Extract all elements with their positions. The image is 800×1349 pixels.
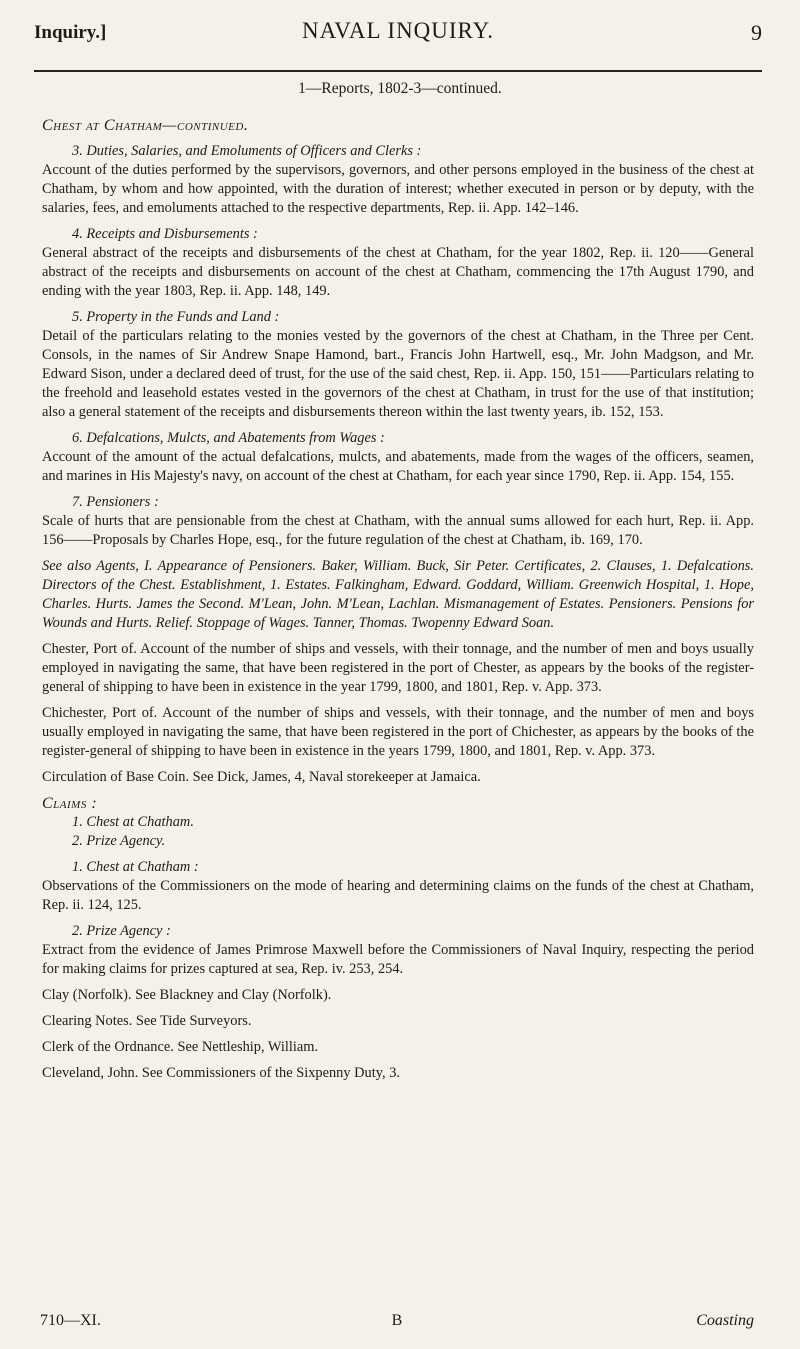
item-heading: 6. Defalcations, Mulcts, and Abatements from Wages : xyxy=(72,430,385,446)
item-heading: 3. Duties, Salaries, and Emoluments of Officers and Clerks : xyxy=(72,143,422,159)
running-head-title: NAVAL INQUIRY. xyxy=(301,18,495,43)
entry-clerk-ordnance: Clerk of the Ordnance. See Nettleship, William. xyxy=(42,1039,319,1055)
claims-sub-text: Extract from the evidence of James Primrose Maxwell before the Commissioners of Naval Inquiry, respecting the period for making claims for prizes captured at sea, Rep. iv. 253, 254. xyxy=(42,942,754,977)
claims-sub-heading: 1. Chest at Chatham : xyxy=(72,859,199,875)
claims-heading: Claims : xyxy=(42,795,98,812)
item-6 xyxy=(42,429,754,486)
item-text: Detail of the particulars relating to the monies vested by the governors of the chest at Chatham, in the Three per Cent. Consols, in the names of Sir Andrew Snape Hamond, bart., Francis John Hartwell, esq., Mr. John Madgson, and Mr. Edward Sison, under a declared deed of trust, for the use of the said chest, Rep. ii. App. 150, 151——Particulars relating to the freehold and leasehold estates vested in the governors of the chest at Chatham, in trust for the use of that institution; also a general statement of the receipts and disbursements thereon within the last twenty years, ib. 152, 153. xyxy=(42,328,754,420)
entry-clearing-notes: Clearing Notes. See Tide Surveyors. xyxy=(42,1013,252,1029)
entry-chester: Chester, Port of. Account of the number of ships and vessels, with their tonnage, and the number of men and boys usually employed in navigating the same, that have been registered in the port of Chester, as appears by the books of the register-general of shipping to have been in existence in the year 1799, 1800, and 1801, Rep. v. App. 373. xyxy=(42,641,754,695)
item-4 xyxy=(42,225,754,301)
catchword: Coasting xyxy=(696,1312,754,1329)
footer-signature-letter: B xyxy=(391,1312,403,1329)
entry-chichester: Chichester, Port of. Account of the number of ships and vessels, with their tonnage, and the number of men and boys usually employed in navigating the same, that have been registered in the port of Chichester, as appears by the books of the register-general of shipping to have been in existence in the years 1799, 1800, and 1801, Rep. v. App. 373. xyxy=(42,705,754,759)
section-heading: Chest at Chatham—continued. xyxy=(42,117,249,134)
entry-clay: Clay (Norfolk). See Blackney and Clay (Norfolk). xyxy=(42,987,332,1003)
item-heading: 4. Receipts and Disbursements : xyxy=(72,226,258,242)
page-number: 9 xyxy=(751,20,762,45)
section-subtitle: 1—Reports, 1802-3—continued. xyxy=(298,80,502,97)
claims-list-item: 2. Prize Agency. xyxy=(72,833,166,849)
claims-sub-text: Observations of the Commissioners on the mode of hearing and determining claims on the funds of the chest at Chatham, Rep. ii. 124, 125. xyxy=(42,878,754,913)
entry-circulation: Circulation of Base Coin. See Dick, James, 4, Naval storekeeper at Jamaica. xyxy=(42,769,481,785)
footer-signature: 710—XI. xyxy=(40,1312,101,1329)
item-5 xyxy=(42,308,754,422)
index-body xyxy=(42,116,754,1083)
item-text: Scale of hurts that are pensionable from the chest at Chatham, with the annual sums allowed for each hurt, Rep. ii. App. 156——Proposals by Charles Hope, esq., for the future regulation of the chest at Chatham, ib. 169, 170. xyxy=(42,513,754,548)
header-rule xyxy=(34,70,762,72)
entry-cleveland: Cleveland, John. See Commissioners of the Sixpenny Duty, 3. xyxy=(42,1065,401,1081)
item-7 xyxy=(42,493,754,550)
item-text: General abstract of the receipts and disbursements of the chest at Chatham, for the year 1802, Rep. ii. 120——General abstract of the receipts and disbursements on account of the chest at Chatham, commencing the 17th August 1790, and ending with the year 1803, Rep. ii. App. 148, 149. xyxy=(42,245,754,299)
claims-sub-heading: 2. Prize Agency : xyxy=(72,923,171,939)
item-text: Account of the amount of the actual defalcations, mulcts, and abatements, made from the wages of the officers, seamen, and marines in His Majesty's navy, on account of the chest at Chatham, for each year since 1790, Rep. ii. App. 154, 155. xyxy=(42,449,754,484)
claims-list-item: 1. Chest at Chatham. xyxy=(72,814,194,830)
item-heading: 7. Pensioners : xyxy=(72,494,159,510)
item-text: Account of the duties performed by the supervisors, governors, and other persons employed in the business of the chest at Chatham, by whom and how appointed, with the duration of interest; whether executed in person or by deputy, with the salaries, fees, and emoluments attached to the respective departments, Rep. ii. App. 142–146. xyxy=(42,162,754,216)
item-3 xyxy=(42,142,754,218)
page-header xyxy=(34,10,762,50)
item-heading: 5. Property in the Funds and Land : xyxy=(72,309,280,325)
see-also: See also Agents, I. Appearance of Pensioners. Baker, William. Buck, Sir Peter. Certificates, 2. Clauses, 1. Defalcations. Directors of the Chest. Establishment, 1. Estates. Falkingham, Edward. Goddard, William. Greenwich Hospital, 1. Hope, Charles. Hurts. James the Second. M'Lean, John. M'Lean, Lachlan. Mismanagement of Estates. Pensioners. Pensions for Wounds and Hurts. Relief. Stoppage of Wages. Tanner, Thomas. Twopenny Edward Soan. xyxy=(42,558,754,631)
running-head-left: Inquiry.] xyxy=(34,22,107,43)
